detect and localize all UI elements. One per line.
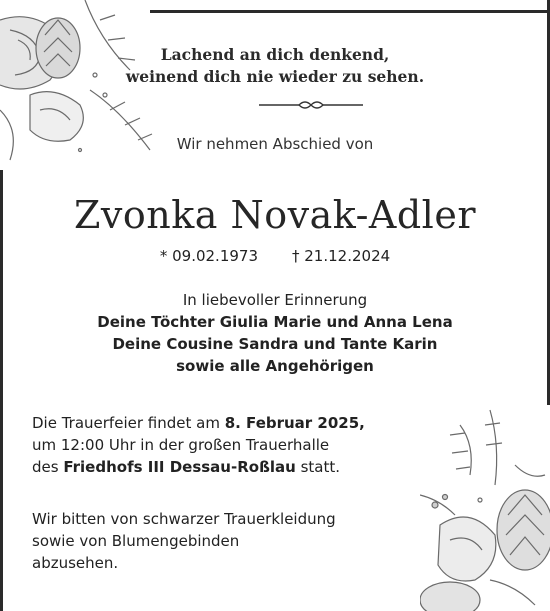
request-line-2: sowie von Blumengebinden bbox=[32, 532, 240, 550]
ceremony-line-1-text: Die Trauerfeier findet am bbox=[32, 414, 225, 432]
frame-top-line bbox=[150, 10, 550, 13]
birth-date: * 09.02.1973 bbox=[159, 247, 258, 265]
ceremony-line-3 bbox=[32, 456, 365, 478]
mourners-line-2: Deine Cousine Sandra und Tante Karin bbox=[112, 335, 438, 353]
request-line-1: Wir bitten von schwarzer Trauerkleidung bbox=[32, 510, 336, 528]
flower-bouquet-bottom-right-icon bbox=[420, 405, 550, 611]
quote-line-1: Lachend an dich denkend, bbox=[160, 45, 390, 64]
ceremony-line-3-post: statt. bbox=[295, 458, 340, 476]
memorial-quote bbox=[0, 44, 550, 88]
ceremony-info bbox=[32, 412, 365, 478]
dress-request bbox=[32, 508, 336, 574]
ceremony-line-2: um 12:00 Uhr in der großen Trauerhalle bbox=[32, 436, 330, 454]
mourners-block bbox=[0, 289, 550, 377]
mourners-line-1: Deine Töchter Giulia Marie und Anna Lena bbox=[97, 313, 453, 331]
life-dates bbox=[0, 245, 550, 267]
mourners-line-3: sowie alle Angehörigen bbox=[176, 357, 374, 375]
deceased-name: Zvonka Novak-Adler bbox=[73, 193, 476, 237]
ceremony-date: 8. Februar 2025, bbox=[224, 414, 365, 432]
quote-line-2: weinend dich nie wieder zu sehen. bbox=[125, 67, 425, 86]
death-date: † 21.12.2024 bbox=[292, 247, 391, 265]
ornament-divider-icon bbox=[259, 98, 363, 112]
memory-intro: In liebevoller Erinnerung bbox=[182, 291, 368, 309]
farewell-line: Wir nehmen Abschied von bbox=[176, 135, 374, 153]
ceremony-venue: Friedhofs III Dessau-Roßlau bbox=[63, 458, 296, 476]
request-line-3: abzusehen. bbox=[32, 554, 119, 572]
ceremony-line-1 bbox=[32, 412, 365, 434]
ceremony-line-3-pre: des bbox=[32, 458, 64, 476]
